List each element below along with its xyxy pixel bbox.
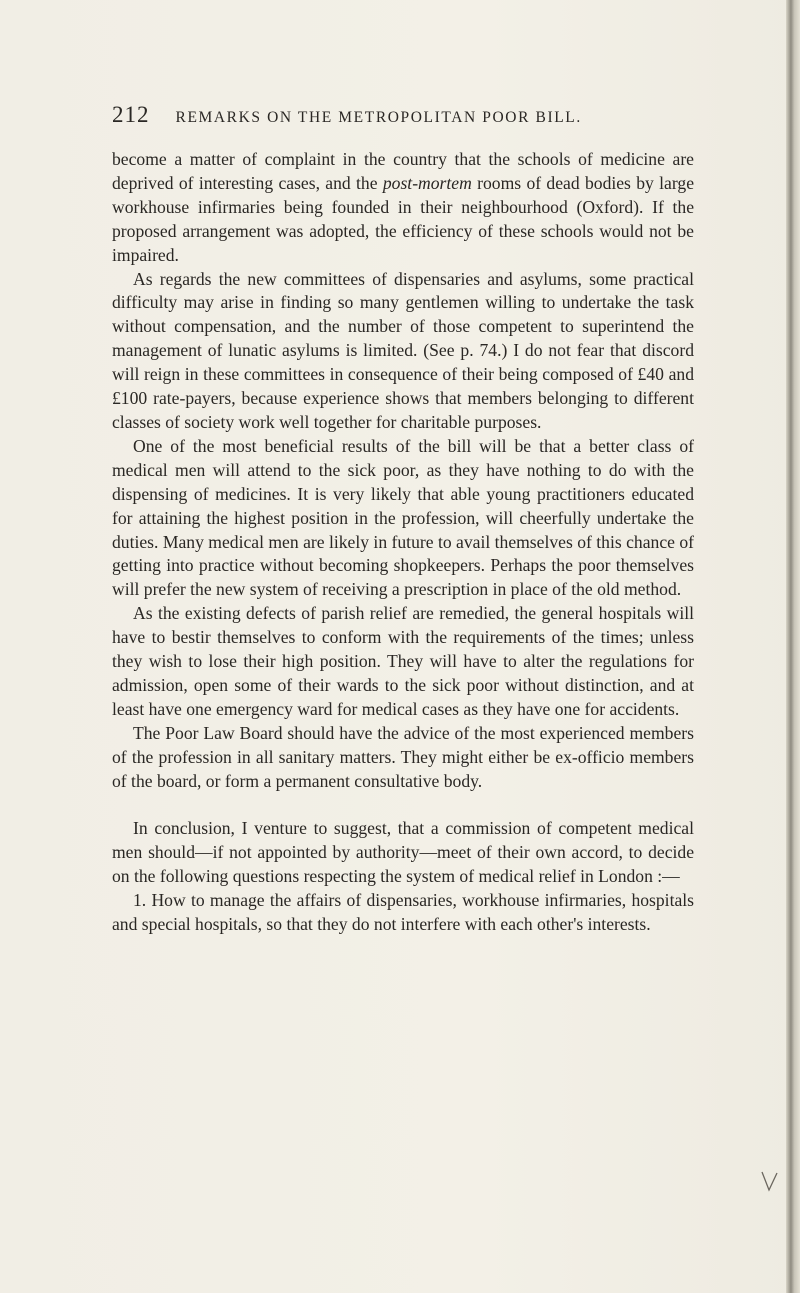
pencil-mark-icon <box>760 1170 780 1194</box>
body-text <box>112 148 694 937</box>
paragraph-5: The Poor Law Board should have the advice of the most experienced members of the profession in all sanitary matters. They might either be ex-officio members of the board, or form a permanent consultative body. <box>112 722 694 791</box>
running-title: REMARKS ON THE METROPOLITAN POOR BILL. <box>175 109 582 126</box>
paragraph-6: In conclusion, I venture to suggest, that a commission of competent medical men should—if not appointed by authority—meet of their own accord, to decide on the following questions respecting the system of medical relief in London :— <box>112 818 694 887</box>
list-item-1: 1. How to manage the affairs of dispensaries, workhouse infirmaries, hospitals and special hospitals, so that they do not interfere with each other's interests. <box>112 890 694 935</box>
page-edge-shadow <box>786 0 800 1293</box>
paragraph-2: As regards the new committees of dispensaries and asylums, some practical difficulty may arise in finding so many gentlemen willing to undertake the task without compensation, and the number of those competent to superintend the management of lunatic asylums is limited. (See p. 74.) I do not fear that discord will reign in these committees in consequence of their being composed of £40 and £100 rate-payers, because experience shows that members belonging to different classes of society work well together for charitable purposes. <box>112 268 694 432</box>
paragraph-4: As the existing defects of parish relief are remedied, the general hospitals will have to bestir themselves to conform with the requirements of the times; unless they wish to lose their high position. They will have to alter the regulations for admission, open some of their wards to the sick poor without distinction, and at least have one emergency ward for medical cases as they have one for accidents. <box>112 603 694 719</box>
page-number: 212 <box>112 102 150 127</box>
page-header <box>112 102 692 128</box>
paragraph-3: One of the most beneficial results of the bill will be that a better class of medical men will attend to the sick poor, as they have nothing to do with the dispensing of medicines. It is very likely that able young practitioners educated for attaining the highest position in the profession, will cheerfully undertake the duties. Many medical men are likely in future to avail themselves of this chance of getting into practice without becoming shopkeepers. Perhaps the poor themselves will prefer the new system of receiving a prescription in place of the old method. <box>112 435 694 600</box>
paragraph-1: become a matter of complaint in the country that the schools of medicine are deprived of interesting cases, and the post-mortem rooms of dead bodies by large workhouse infirmaries being founded in their neighbourhood (Oxford). If the proposed arrangement was adopted, the efficiency of these schools would not be impaired. <box>112 149 694 265</box>
italic-term: post-mortem <box>382 172 472 193</box>
